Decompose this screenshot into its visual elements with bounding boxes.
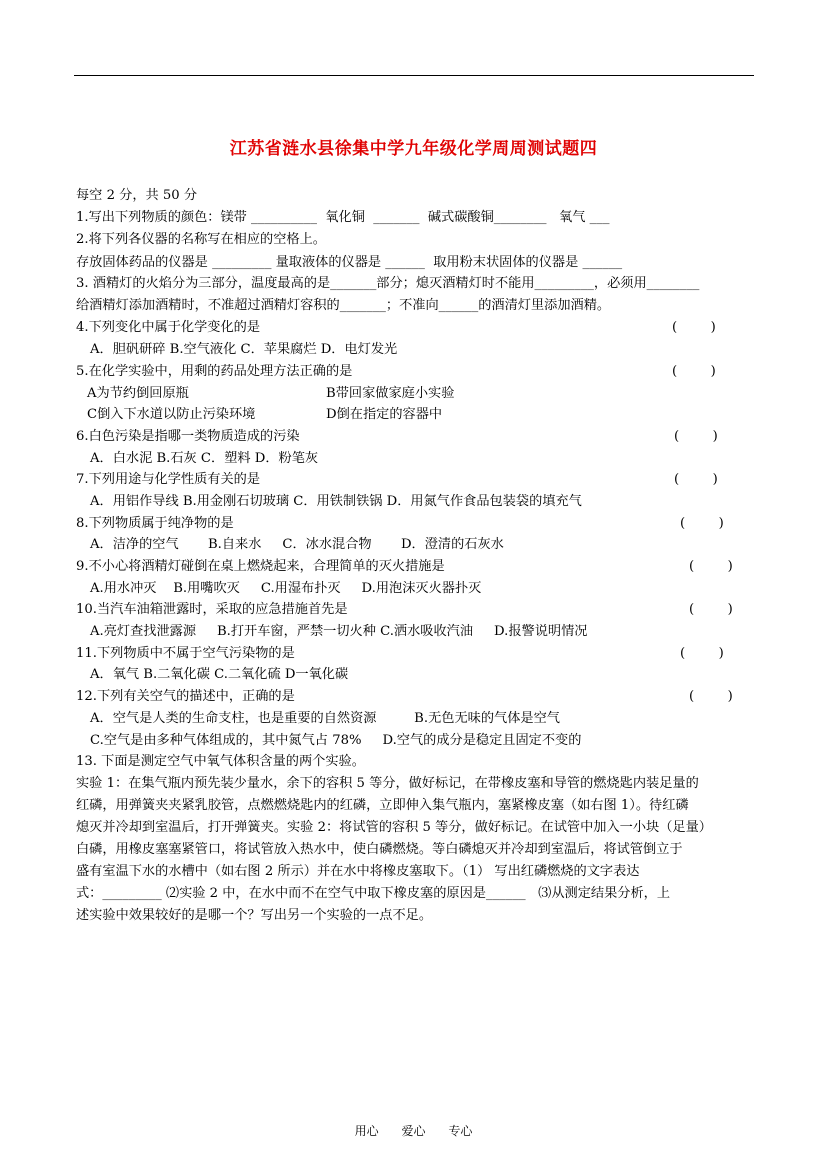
experiment-text-5: 盛有室温下水的水槽中（如右图 2 所示）并在水中将橡皮塞取下。（1） 写出红磷燃烧的文字表达: [76, 864, 640, 879]
answer-paren-6: ( ): [674, 429, 718, 444]
question-4: 4.下列变化中属于化学变化的是: [76, 320, 261, 335]
question-11-options: A．氧气 B.二氧化碳 C.二氧化硫 D一氧化碳: [90, 667, 349, 682]
question-10: 10.当汽车油箱泄露时，采取的应急措施首先是: [76, 602, 348, 617]
intro: 每空 2 分，共 50 分: [76, 188, 198, 203]
question-10-options: A.亮灯查找泄露源 B.打开车窗，严禁一切火种 C.洒水吸收汽油 D.报警说明情况: [90, 624, 588, 639]
question-5-option-d: D倒在指定的容器中: [326, 407, 443, 422]
experiment-text-6: 式：_________ ⑵实验 2 中，在水中而不在空气中取下橡皮塞的原因是______ ⑶从测定结果分析，上: [76, 886, 671, 901]
question-6-options: A．白水泥 B.石灰 C．塑料 D．粉笔灰: [90, 451, 319, 466]
answer-paren-11: ( ): [680, 646, 724, 661]
question-6: 6.白色污染是指哪一类物质造成的污染: [76, 429, 300, 444]
experiment-text-2: 红磷，用弹簧夹夹紧乳胶管，点燃燃烧匙内的红磷，立即伸入集气瓶内，塞紧橡皮塞（如右图 1）。待红磷: [76, 798, 689, 813]
answer-paren-5: ( ): [672, 364, 716, 379]
question-11: 11.下列物质中不属于空气污染物的是: [76, 646, 295, 661]
question-7: 7.下列用途与化学性质有关的是: [76, 472, 261, 487]
answer-paren-8: ( ): [680, 516, 724, 531]
question-8-options: A．洁净的空气 B.自来水 C．冰水混合物 D．澄清的石灰水: [90, 537, 504, 552]
answer-paren-7: ( ): [674, 472, 718, 487]
question-5-option-b: B带回家做家庭小实验: [326, 386, 455, 401]
answer-paren-12: ( ): [689, 689, 733, 704]
question-1: 1.写出下列物质的颜色：镁带 __________ 氧化铜 _______ 碱式碳酸铜________ 氧气 ___: [76, 210, 610, 225]
question-9: 9.不小心将酒精灯碰倒在桌上燃烧起来，合理简单的灭火措施是: [76, 559, 445, 574]
page-title: 江苏省涟水县徐集中学九年级化学周周测试题四: [229, 139, 598, 159]
question-12: 12.下列有关空气的描述中，正确的是: [76, 689, 295, 704]
experiment-text-4: 白磷，用橡皮塞塞紧管口，将试管放入热水中，使白磷燃烧。等白磷熄灭并冷却到室温后，将试管倒立于: [76, 842, 683, 857]
question-5-option-a: A为节约倒回原瓶: [87, 386, 189, 401]
experiment-text-3: 熄灭并冷却到室温后，打开弹簧夹。实验 2：将试管的容积 5 等分，做好标记。在试管中加入一小块（足量）: [76, 820, 712, 835]
question-12-options-ab: A．空气是人类的生命支柱，也是重要的自然资源 B.无色无味的气体是空气: [90, 711, 560, 726]
question-2-blanks: 存放固体药品的仪器是 _________ 量取液体的仪器是 ______ 取用粉末状固体的仪器是 ______: [76, 255, 623, 270]
question-7-options: A．用铝作导线 B.用金刚石切玻璃 C．用铁制铁锅 D．用氮气作食品包装袋的填充气: [90, 494, 582, 509]
question-5-option-c: C倒入下水道以防止污染环境: [87, 407, 256, 422]
question-2: 2.将下列各仪器的名称写在相应的空格上。: [76, 232, 326, 247]
question-8: 8.下列物质属于纯净物的是: [76, 516, 234, 531]
experiment-text-1: 实验 1：在集气瓶内预先装少量水，余下的容积 5 等分，做好标记，在带橡皮塞和导管的燃烧匙内装足量的: [76, 776, 699, 791]
experiment-text-7: 述实验中效果较好的是哪一个？写出另一个实验的一点不足。: [76, 908, 433, 923]
answer-paren-9: ( ): [689, 559, 733, 574]
page-footer: 用心 爱心 专心: [354, 1124, 473, 1138]
question-13: 13. 下面是测定空气中氧气体积含量的两个实验。: [76, 754, 365, 769]
question-3-line-1: 3. 酒精灯的火焰分为三部分，温度最高的是_______部分；熄灭酒精灯时不能用_________，必须用________: [76, 276, 700, 291]
header-rule: [74, 75, 754, 76]
question-5: 5.在化学实验中，用剩的药品处理方法正确的是: [76, 364, 353, 379]
question-12-options-cd: C.空气是由多种气体组成的，其中氮气占 78% D.空气的成分是稳定且固定不变的: [90, 733, 582, 748]
question-9-options: A.用水冲灭 B.用嘴吹灭 C.用湿布扑灭 D.用泡沫灭火器扑灭: [90, 581, 482, 596]
question-4-options: A．胆矾研碎 B.空气液化 C．苹果腐烂 D．电灯发光: [90, 342, 398, 357]
question-3-line-2: 给酒精灯添加酒精时，不准超过酒精灯容积的_______；不准向______的酒清灯里添加酒精。: [76, 298, 611, 313]
answer-paren-10: ( ): [689, 602, 733, 617]
answer-paren-4: ( ): [672, 320, 716, 335]
